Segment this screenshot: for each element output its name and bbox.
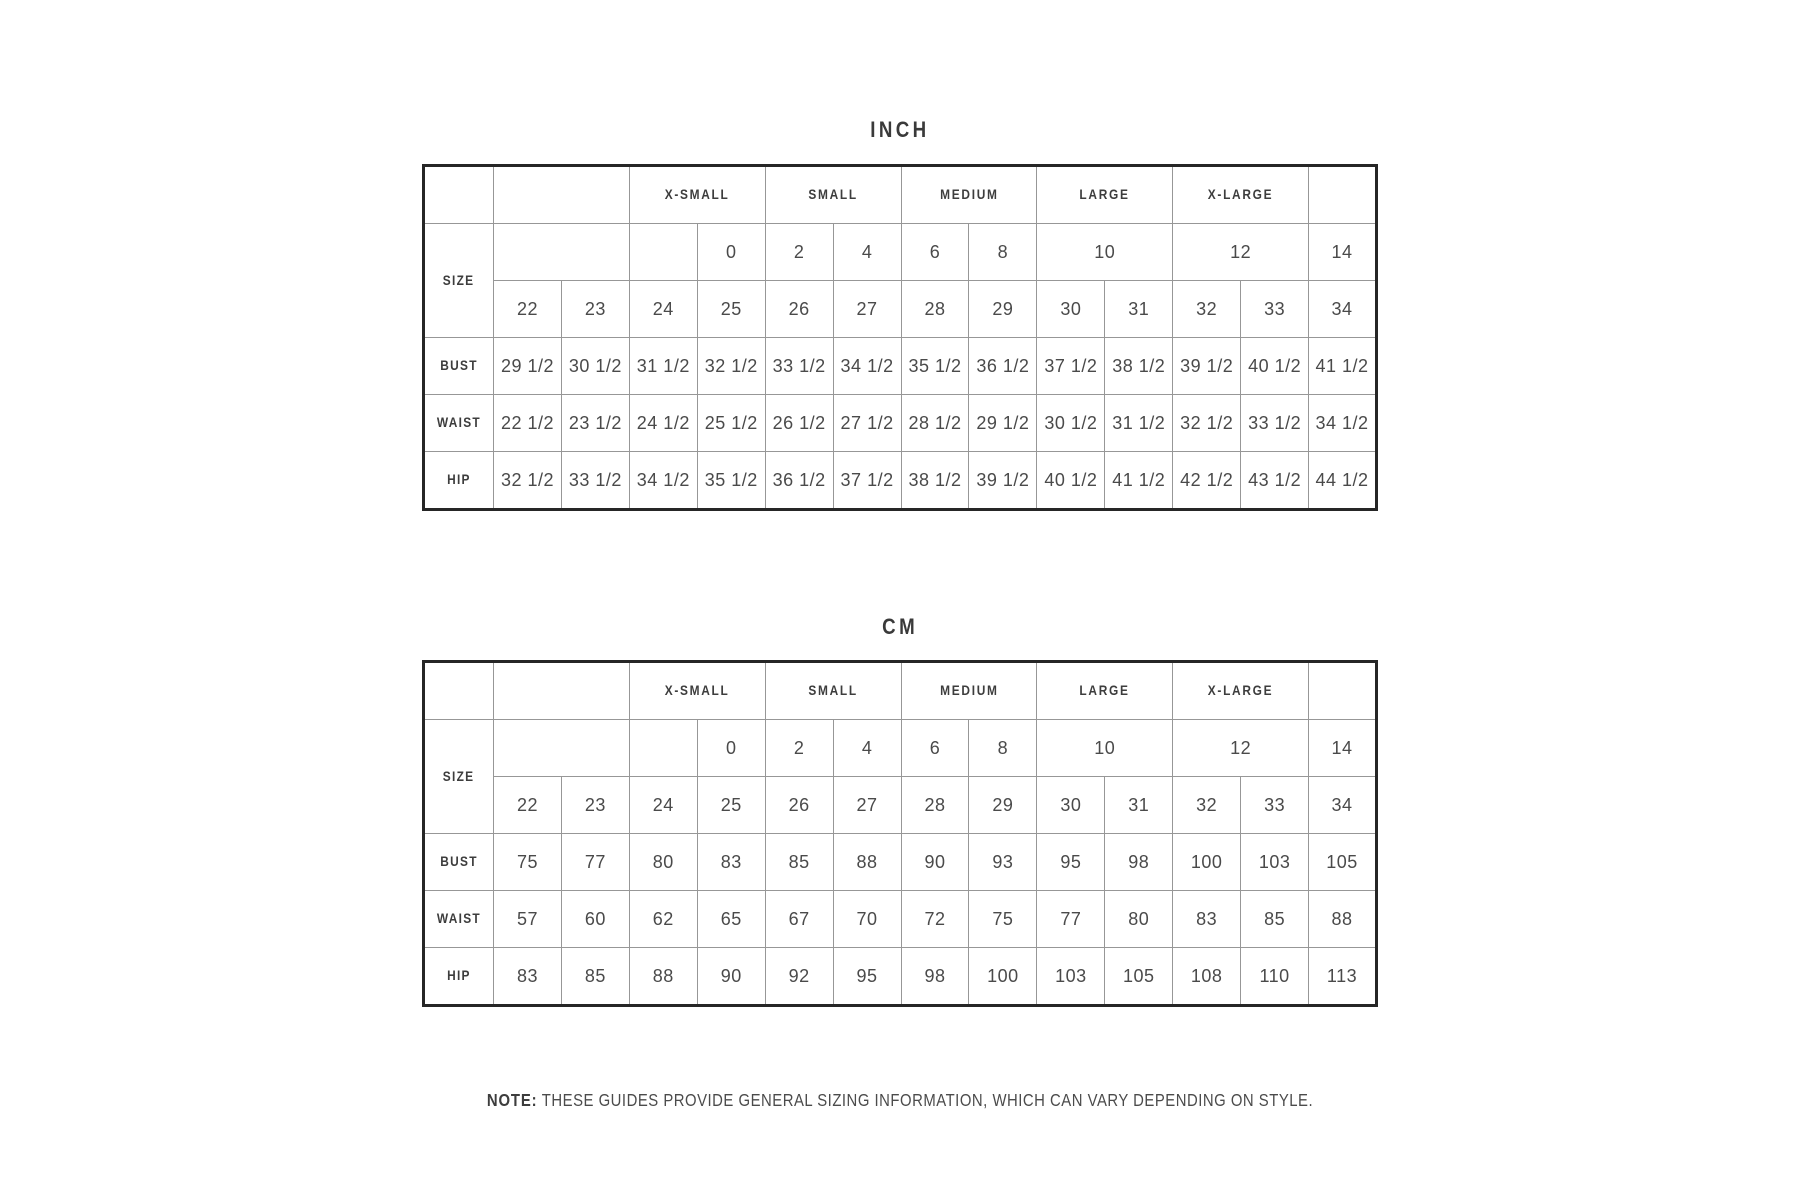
inch-hip-value-size-23	[561, 452, 629, 510]
inch-waist-value-size-25	[697, 395, 765, 452]
cm-bust-value-size-23-text: 77	[584, 851, 606, 872]
inch-waist-value-size-32	[1173, 395, 1241, 452]
cm-hip-row-label	[424, 948, 494, 1006]
inch-waist-value-size-22-text: 22 1/2	[500, 412, 554, 433]
inch-bust-value-size-33	[1241, 338, 1309, 395]
cm-hip-value-size-32-text: 108	[1190, 965, 1223, 986]
cm-size-table	[422, 660, 1378, 1007]
inch-bust-row-label	[424, 338, 494, 395]
cm-numeric-size-24-text: 24	[652, 794, 674, 815]
cm-us-size-8	[969, 720, 1037, 777]
cm-numeric-size-24	[629, 777, 697, 834]
inch-us-size-14-text: 14	[1331, 241, 1353, 262]
cm-waist-value-size-23-text: 60	[584, 908, 606, 929]
inch-numeric-size-25-text: 25	[720, 298, 742, 319]
inch-numeric-size-32-text: 32	[1196, 298, 1218, 319]
inch-bust-value-size-22-text: 29 1/2	[500, 355, 554, 376]
inch-hip-value-size-33-text: 43 1/2	[1248, 469, 1302, 490]
inch-hip-value-size-32-text: 42 1/2	[1180, 469, 1234, 490]
inch-bust-value-size-24	[629, 338, 697, 395]
cm-hip-value-size-31	[1105, 948, 1173, 1006]
cm-bust-value-size-29-text: 93	[992, 851, 1014, 872]
cm-bust-value-size-26	[765, 834, 833, 891]
inch-hip-value-size-30-text: 40 1/2	[1044, 469, 1098, 490]
inch-corner-cell	[424, 166, 494, 224]
inch-bust-value-size-32-text: 39 1/2	[1180, 355, 1234, 376]
inch-us-size-10-text: 10	[1094, 241, 1116, 262]
inch-numeric-size-28	[901, 281, 969, 338]
cm-waist-value-size-32-text: 83	[1196, 908, 1218, 929]
inch-hip-value-size-27	[833, 452, 901, 510]
cm-hip-value-size-23	[561, 948, 629, 1006]
inch-bust-value-size-26	[765, 338, 833, 395]
cm-hip-value-size-28-text: 98	[924, 965, 946, 986]
inch-waist-value-size-27-text: 27 1/2	[840, 412, 894, 433]
cm-bust-value-size-34	[1309, 834, 1377, 891]
inch-us-size-8	[969, 224, 1037, 281]
inch-us-size-12	[1173, 224, 1309, 281]
inch-hip-value-size-29	[969, 452, 1037, 510]
cm-numeric-size-23-text: 23	[584, 794, 606, 815]
cm-title-text: CM	[882, 614, 918, 639]
cm-empty-header-cell-0	[494, 662, 630, 720]
inch-numeric-size-29	[969, 281, 1037, 338]
cm-waist-value-size-29	[969, 891, 1037, 948]
cm-us-size-12	[1173, 720, 1309, 777]
cm-hip-value-size-34	[1309, 948, 1377, 1006]
inch-size-name-x-large	[1173, 166, 1309, 224]
inch-size-name-medium-text: MEDIUM	[939, 186, 999, 202]
inch-bust-value-size-28-text: 35 1/2	[908, 355, 962, 376]
cm-bust-value-size-33-text: 103	[1258, 851, 1291, 872]
inch-numeric-size-24-text: 24	[652, 298, 674, 319]
inch-waist-value-size-23-text: 23 1/2	[568, 412, 622, 433]
inch-bust-value-size-27-text: 34 1/2	[840, 355, 894, 376]
inch-size-name-large	[1037, 166, 1173, 224]
inch-numeric-size-22-text: 22	[516, 298, 538, 319]
inch-waist-value-size-24-text: 24 1/2	[636, 412, 690, 433]
inch-numeric-size-32	[1173, 281, 1241, 338]
cm-numeric-size-31	[1105, 777, 1173, 834]
cm-hip-value-size-25-text: 90	[720, 965, 742, 986]
cm-empty-header-cell-6	[1309, 662, 1377, 720]
inch-numeric-size-31	[1105, 281, 1173, 338]
inch-us-size-4	[833, 224, 901, 281]
cm-waist-value-size-28	[901, 891, 969, 948]
cm-size-name-small	[765, 662, 901, 720]
inch-hip-value-size-30	[1037, 452, 1105, 510]
cm-numeric-size-28-text: 28	[924, 794, 946, 815]
inch-waist-value-size-32-text: 32 1/2	[1180, 412, 1234, 433]
inch-size-name-medium	[901, 166, 1037, 224]
inch-empty-us-cell-0	[494, 224, 630, 281]
cm-bust-value-size-27-text: 88	[856, 851, 878, 872]
inch-hip-value-size-24-text: 34 1/2	[636, 469, 690, 490]
cm-hip-value-size-23-text: 85	[584, 965, 606, 986]
cm-hip-value-size-29-text: 100	[987, 965, 1019, 986]
inch-numeric-size-27	[833, 281, 901, 338]
cm-hip-value-size-26-text: 92	[788, 965, 810, 986]
inch-bust-value-size-29	[969, 338, 1037, 395]
cm-numeric-size-25	[697, 777, 765, 834]
inch-waist-value-size-27	[833, 395, 901, 452]
inch-bust-value-size-30	[1037, 338, 1105, 395]
inch-hip-value-size-33	[1241, 452, 1309, 510]
cm-waist-value-size-26-text: 67	[788, 908, 810, 929]
cm-empty-us-cell-1	[629, 720, 697, 777]
inch-size-name-small	[765, 166, 901, 224]
inch-bust-value-size-31-text: 38 1/2	[1112, 355, 1166, 376]
cm-us-size-0-text: 0	[725, 737, 737, 758]
cm-waist-value-size-33-text: 85	[1264, 908, 1286, 929]
inch-bust-value-size-30-text: 37 1/2	[1044, 355, 1098, 376]
cm-us-size-4	[833, 720, 901, 777]
inch-hip-value-size-28	[901, 452, 969, 510]
inch-empty-header-cell-6	[1309, 166, 1377, 224]
cm-bust-value-size-26-text: 85	[788, 851, 810, 872]
inch-hip-value-size-31	[1105, 452, 1173, 510]
cm-hip-value-size-33-text: 110	[1259, 965, 1290, 986]
cm-bust-value-size-30-text: 95	[1060, 851, 1082, 872]
inch-bust-value-size-34	[1309, 338, 1377, 395]
cm-waist-value-size-26	[765, 891, 833, 948]
cm-size-name-large	[1037, 662, 1173, 720]
cm-bust-value-size-30	[1037, 834, 1105, 891]
cm-numeric-size-25-text: 25	[720, 794, 742, 815]
cm-numeric-size-28	[901, 777, 969, 834]
inch-numeric-size-26-text: 26	[788, 298, 810, 319]
inch-us-size-8-text: 8	[997, 241, 1009, 262]
inch-bust-value-size-31	[1105, 338, 1173, 395]
cm-hip-value-size-22	[494, 948, 562, 1006]
cm-numeric-size-34	[1309, 777, 1377, 834]
cm-waist-value-size-32	[1173, 891, 1241, 948]
cm-bust-value-size-32-text: 100	[1190, 851, 1223, 872]
cm-waist-value-size-24-text: 62	[652, 908, 674, 929]
inch-waist-value-size-34	[1309, 395, 1377, 452]
inch-hip-value-size-29-text: 39 1/2	[976, 469, 1030, 490]
cm-size-name-x-large	[1173, 662, 1309, 720]
cm-hip-value-size-25	[697, 948, 765, 1006]
inch-numeric-size-29-text: 29	[992, 298, 1014, 319]
cm-waist-value-size-22	[494, 891, 562, 948]
cm-hip-value-size-33	[1241, 948, 1309, 1006]
inch-waist-value-size-23	[561, 395, 629, 452]
inch-waist-row-label	[424, 395, 494, 452]
cm-bust-value-size-29	[969, 834, 1037, 891]
inch-waist-value-size-30-text: 30 1/2	[1044, 412, 1098, 433]
inch-bust-value-size-32	[1173, 338, 1241, 395]
cm-waist-value-size-33	[1241, 891, 1309, 948]
sizing-note	[0, 1090, 1800, 1111]
cm-waist-row-label-text: WAIST	[436, 910, 482, 926]
inch-numeric-size-26	[765, 281, 833, 338]
inch-numeric-size-25	[697, 281, 765, 338]
inch-waist-value-size-34-text: 34 1/2	[1315, 412, 1369, 433]
inch-hip-value-size-27-text: 37 1/2	[840, 469, 894, 490]
inch-bust-value-size-24-text: 31 1/2	[636, 355, 690, 376]
inch-waist-value-size-22	[494, 395, 562, 452]
cm-numeric-size-27-text: 27	[856, 794, 878, 815]
cm-table-container	[422, 660, 1378, 1007]
inch-us-size-6-text: 6	[929, 241, 941, 262]
cm-bust-value-size-25-text: 83	[720, 851, 742, 872]
inch-numeric-size-24	[629, 281, 697, 338]
inch-size-name-x-small	[629, 166, 765, 224]
cm-hip-value-size-26	[765, 948, 833, 1006]
cm-bust-value-size-25	[697, 834, 765, 891]
cm-numeric-size-26	[765, 777, 833, 834]
inch-numeric-size-23	[561, 281, 629, 338]
inch-empty-us-cell-1	[629, 224, 697, 281]
cm-bust-value-size-22-text: 75	[516, 851, 538, 872]
cm-hip-value-size-30-text: 103	[1055, 965, 1087, 986]
inch-us-size-2-text: 2	[793, 241, 805, 262]
inch-hip-value-size-28-text: 38 1/2	[908, 469, 962, 490]
inch-hip-value-size-32	[1173, 452, 1241, 510]
inch-hip-value-size-26	[765, 452, 833, 510]
cm-hip-value-size-24-text: 88	[652, 965, 674, 986]
cm-hip-row-label-text: HIP	[447, 967, 471, 983]
cm-us-size-10-text: 10	[1094, 737, 1116, 758]
inch-hip-row-label	[424, 452, 494, 510]
cm-bust-row-label-text: BUST	[440, 853, 478, 869]
cm-size-name-medium-text: MEDIUM	[939, 682, 999, 698]
inch-bust-value-size-25	[697, 338, 765, 395]
inch-hip-value-size-23-text: 33 1/2	[568, 469, 622, 490]
inch-size-table	[422, 164, 1378, 511]
inch-us-size-14	[1309, 224, 1377, 281]
inch-table-title	[0, 119, 1800, 141]
inch-numeric-size-31-text: 31	[1128, 298, 1150, 319]
inch-size-name-large-text: LARGE	[1079, 186, 1130, 202]
inch-numeric-size-28-text: 28	[924, 298, 946, 319]
cm-bust-value-size-34-text: 105	[1326, 851, 1358, 872]
cm-numeric-size-33	[1241, 777, 1309, 834]
inch-size-row-label	[424, 224, 494, 338]
cm-numeric-size-22	[494, 777, 562, 834]
cm-size-name-large-text: LARGE	[1079, 682, 1130, 698]
inch-us-size-6	[901, 224, 969, 281]
cm-us-size-12-text: 12	[1230, 737, 1252, 758]
inch-us-size-0-text: 0	[725, 241, 737, 262]
inch-title-text: INCH	[870, 117, 930, 142]
cm-size-name-small-text: SMALL	[808, 682, 858, 698]
cm-hip-value-size-32	[1173, 948, 1241, 1006]
inch-us-size-0	[697, 224, 765, 281]
inch-waist-value-size-29-text: 29 1/2	[976, 412, 1030, 433]
inch-waist-value-size-26	[765, 395, 833, 452]
inch-bust-value-size-27	[833, 338, 901, 395]
inch-hip-value-size-31-text: 41 1/2	[1112, 469, 1166, 490]
cm-size-name-x-small	[629, 662, 765, 720]
cm-us-size-2	[765, 720, 833, 777]
inch-waist-value-size-30	[1037, 395, 1105, 452]
cm-bust-value-size-31	[1105, 834, 1173, 891]
cm-waist-value-size-27-text: 70	[856, 908, 878, 929]
cm-numeric-size-27	[833, 777, 901, 834]
cm-numeric-size-31-text: 31	[1128, 794, 1150, 815]
inch-waist-row-label-text: WAIST	[436, 414, 482, 430]
cm-us-size-2-text: 2	[793, 737, 805, 758]
inch-bust-value-size-25-text: 32 1/2	[704, 355, 758, 376]
cm-us-size-8-text: 8	[997, 737, 1009, 758]
cm-numeric-size-29	[969, 777, 1037, 834]
cm-numeric-size-33-text: 33	[1264, 794, 1286, 815]
cm-waist-value-size-22-text: 57	[516, 908, 538, 929]
cm-size-row-label-text: SIZE	[443, 767, 475, 784]
inch-numeric-size-27-text: 27	[856, 298, 878, 319]
inch-waist-value-size-29	[969, 395, 1037, 452]
inch-hip-value-size-22	[494, 452, 562, 510]
sizing-note-inner	[487, 1090, 1313, 1111]
inch-numeric-size-34-text: 34	[1331, 298, 1353, 319]
inch-bust-value-size-23	[561, 338, 629, 395]
inch-bust-value-size-33-text: 40 1/2	[1248, 355, 1302, 376]
inch-bust-value-size-29-text: 36 1/2	[976, 355, 1030, 376]
inch-size-row-label-text: SIZE	[443, 271, 475, 288]
inch-hip-value-size-22-text: 32 1/2	[500, 469, 554, 490]
inch-bust-value-size-26-text: 33 1/2	[772, 355, 826, 376]
inch-numeric-size-30-text: 30	[1060, 298, 1082, 319]
cm-bust-value-size-32	[1173, 834, 1241, 891]
cm-waist-value-size-25	[697, 891, 765, 948]
cm-bust-value-size-22	[494, 834, 562, 891]
cm-hip-value-size-30	[1037, 948, 1105, 1006]
cm-corner-cell	[424, 662, 494, 720]
cm-us-size-14-text: 14	[1331, 737, 1353, 758]
cm-bust-value-size-28	[901, 834, 969, 891]
inch-bust-row-label-text: BUST	[440, 357, 478, 373]
cm-bust-value-size-27	[833, 834, 901, 891]
inch-hip-value-size-25	[697, 452, 765, 510]
cm-hip-value-size-27	[833, 948, 901, 1006]
inch-waist-value-size-31-text: 31 1/2	[1112, 412, 1166, 433]
cm-hip-value-size-28	[901, 948, 969, 1006]
cm-waist-value-size-29-text: 75	[992, 908, 1014, 929]
cm-hip-value-size-34-text: 113	[1326, 965, 1358, 986]
cm-waist-value-size-34-text: 88	[1331, 908, 1353, 929]
inch-size-name-small-text: SMALL	[808, 186, 858, 202]
cm-hip-value-size-29	[969, 948, 1037, 1006]
cm-numeric-size-30	[1037, 777, 1105, 834]
cm-bust-value-size-24	[629, 834, 697, 891]
inch-numeric-size-34	[1309, 281, 1377, 338]
inch-us-size-2	[765, 224, 833, 281]
inch-us-size-4-text: 4	[861, 241, 873, 262]
cm-numeric-size-30-text: 30	[1060, 794, 1082, 815]
cm-waist-value-size-25-text: 65	[720, 908, 742, 929]
cm-numeric-size-34-text: 34	[1331, 794, 1353, 815]
inch-waist-value-size-33	[1241, 395, 1309, 452]
cm-table-title	[0, 616, 1800, 638]
cm-us-size-6	[901, 720, 969, 777]
cm-numeric-size-23	[561, 777, 629, 834]
cm-waist-value-size-30	[1037, 891, 1105, 948]
cm-waist-value-size-23	[561, 891, 629, 948]
cm-waist-value-size-31	[1105, 891, 1173, 948]
cm-numeric-size-32	[1173, 777, 1241, 834]
cm-bust-row-label	[424, 834, 494, 891]
inch-numeric-size-23-text: 23	[584, 298, 606, 319]
inch-bust-value-size-28	[901, 338, 969, 395]
inch-waist-value-size-31	[1105, 395, 1173, 452]
cm-waist-value-size-30-text: 77	[1060, 908, 1082, 929]
cm-us-size-14	[1309, 720, 1377, 777]
cm-hip-value-size-24	[629, 948, 697, 1006]
cm-hip-value-size-27-text: 95	[856, 965, 878, 986]
inch-bust-value-size-34-text: 41 1/2	[1315, 355, 1369, 376]
inch-size-name-x-small-text: X-SMALL	[664, 186, 730, 202]
inch-waist-value-size-25-text: 25 1/2	[704, 412, 758, 433]
cm-us-size-4-text: 4	[861, 737, 873, 758]
cm-bust-value-size-31-text: 98	[1128, 851, 1150, 872]
inch-hip-value-size-26-text: 36 1/2	[772, 469, 826, 490]
inch-us-size-10	[1037, 224, 1173, 281]
cm-hip-value-size-31-text: 105	[1122, 965, 1155, 986]
cm-size-name-x-small-text: X-SMALL	[664, 682, 730, 698]
inch-waist-value-size-28-text: 28 1/2	[908, 412, 962, 433]
inch-numeric-size-22	[494, 281, 562, 338]
inch-numeric-size-33	[1241, 281, 1309, 338]
cm-size-name-x-large-text: X-LARGE	[1207, 682, 1274, 698]
cm-bust-value-size-23	[561, 834, 629, 891]
cm-numeric-size-32-text: 32	[1196, 794, 1218, 815]
inch-waist-value-size-24	[629, 395, 697, 452]
cm-empty-us-cell-0	[494, 720, 630, 777]
inch-waist-value-size-33-text: 33 1/2	[1248, 412, 1302, 433]
inch-numeric-size-30	[1037, 281, 1105, 338]
inch-waist-value-size-28	[901, 395, 969, 452]
inch-table-container	[422, 164, 1378, 511]
note-label: NOTE:	[486, 1090, 538, 1110]
cm-us-size-0	[697, 720, 765, 777]
inch-waist-value-size-26-text: 26 1/2	[772, 412, 826, 433]
cm-bust-value-size-24-text: 80	[652, 851, 674, 872]
inch-size-name-x-large-text: X-LARGE	[1207, 186, 1274, 202]
cm-size-name-medium	[901, 662, 1037, 720]
cm-numeric-size-29-text: 29	[992, 794, 1014, 815]
cm-waist-value-size-31-text: 80	[1128, 908, 1150, 929]
inch-bust-value-size-23-text: 30 1/2	[568, 355, 622, 376]
cm-numeric-size-22-text: 22	[516, 794, 538, 815]
inch-bust-value-size-22	[494, 338, 562, 395]
cm-us-size-10	[1037, 720, 1173, 777]
inch-hip-row-label-text: HIP	[447, 471, 471, 487]
cm-waist-row-label	[424, 891, 494, 948]
cm-us-size-6-text: 6	[929, 737, 941, 758]
inch-hip-value-size-34-text: 44 1/2	[1315, 469, 1369, 490]
inch-hip-value-size-24	[629, 452, 697, 510]
inch-empty-header-cell-0	[494, 166, 630, 224]
note-text: THESE GUIDES PROVIDE GENERAL SIZING INFORMATION, WHICH CAN VARY DEPENDING ON STYLE.	[537, 1090, 1314, 1110]
inch-hip-value-size-34	[1309, 452, 1377, 510]
cm-hip-value-size-22-text: 83	[516, 965, 538, 986]
inch-hip-value-size-25-text: 35 1/2	[704, 469, 758, 490]
cm-bust-value-size-33	[1241, 834, 1309, 891]
cm-waist-value-size-27	[833, 891, 901, 948]
inch-us-size-12-text: 12	[1230, 241, 1252, 262]
cm-numeric-size-26-text: 26	[788, 794, 810, 815]
cm-size-row-label	[424, 720, 494, 834]
inch-numeric-size-33-text: 33	[1264, 298, 1286, 319]
cm-waist-value-size-24	[629, 891, 697, 948]
cm-bust-value-size-28-text: 90	[924, 851, 946, 872]
cm-waist-value-size-28-text: 72	[924, 908, 946, 929]
cm-waist-value-size-34	[1309, 891, 1377, 948]
